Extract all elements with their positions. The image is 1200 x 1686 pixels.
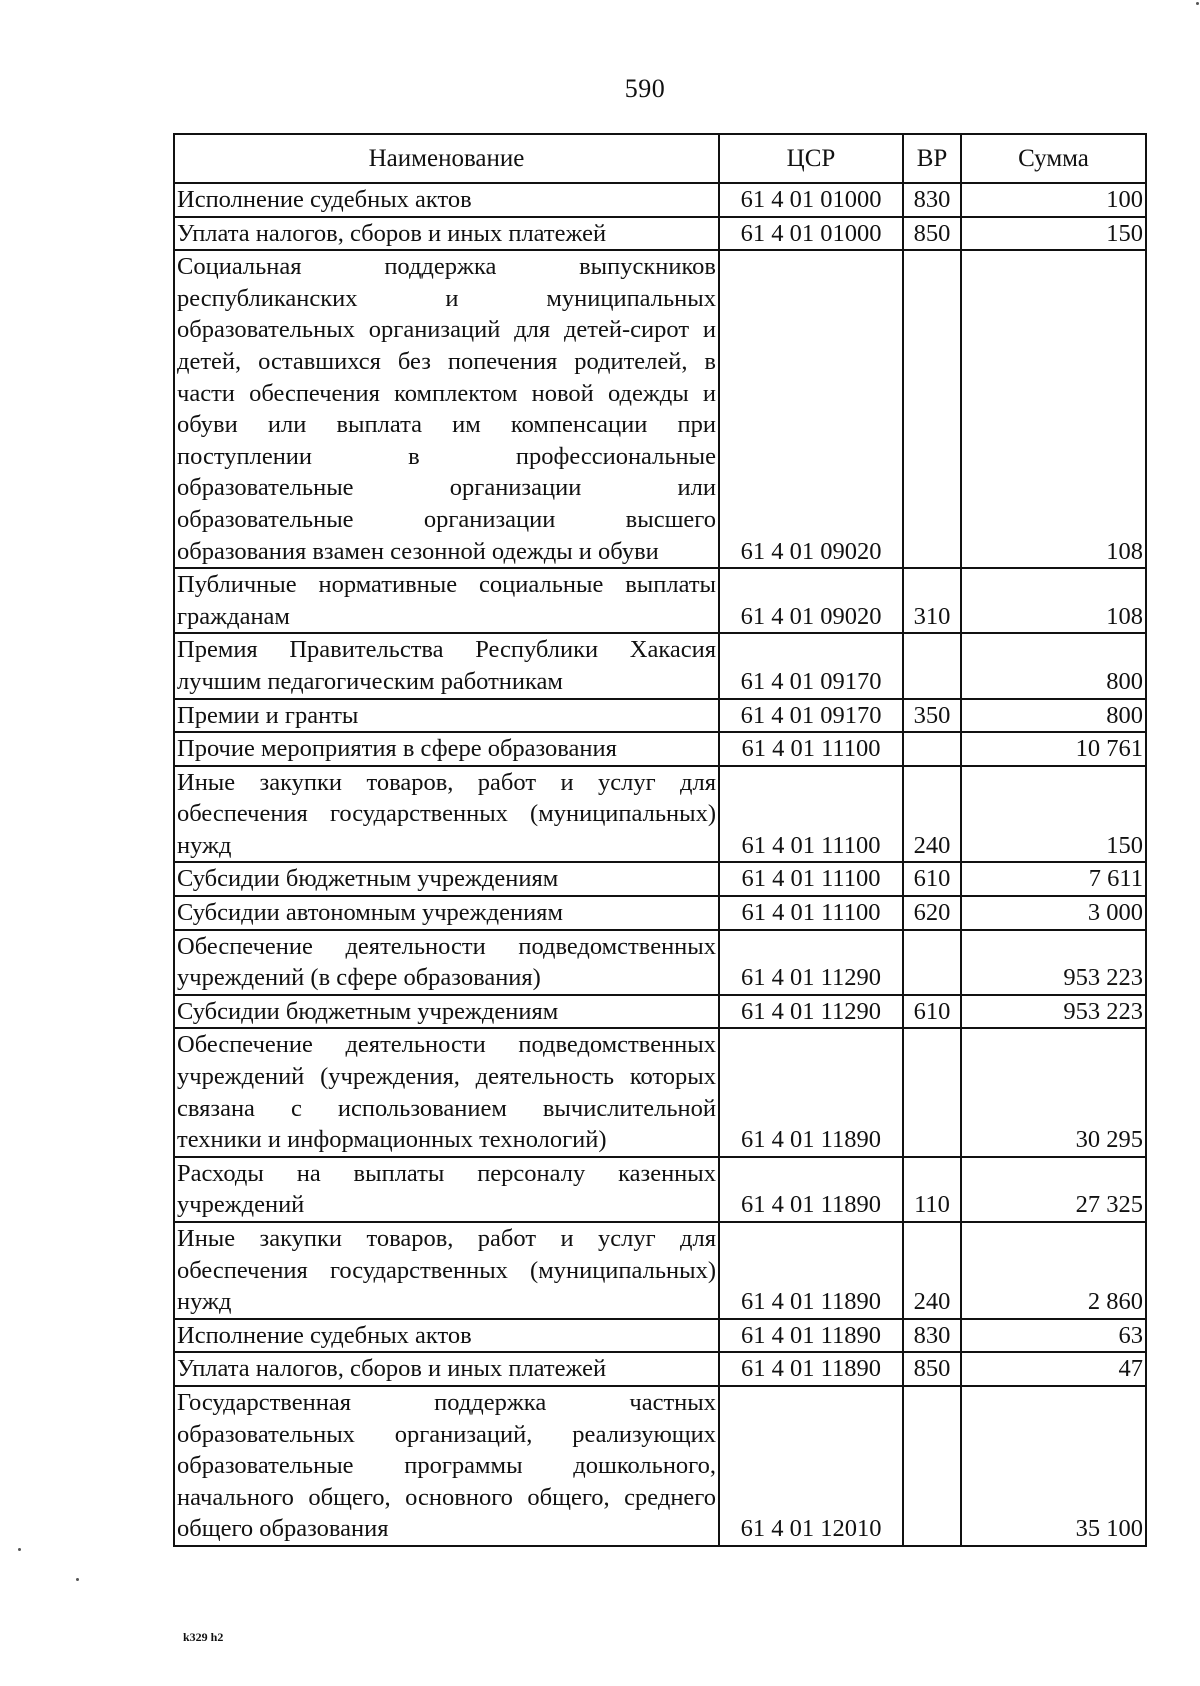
cell-vr: 830 [903, 1319, 961, 1353]
cell-vr: 610 [903, 862, 961, 896]
cell-sum: 30 295 [961, 1028, 1146, 1156]
table-row [174, 183, 1146, 217]
cell-sum: 953 223 [961, 930, 1146, 995]
cell-vr: 610 [903, 995, 961, 1029]
cell-sum: 953 223 [961, 995, 1146, 1029]
cell-sum: 63 [961, 1319, 1146, 1353]
cell-name: Субсидии автономным учреждениям [174, 896, 719, 930]
table-row [174, 699, 1146, 733]
cell-vr: 110 [903, 1157, 961, 1222]
table-row [174, 633, 1146, 698]
table-row [174, 217, 1146, 251]
table-row [174, 732, 1146, 766]
cell-name: Иные закупки товаров, работ и услуг для обеспечения государственных (муниципальных) нужд [174, 1222, 719, 1319]
cell-csr: 61 4 01 11890 [719, 1319, 903, 1353]
cell-vr: 350 [903, 699, 961, 733]
cell-sum: 2 860 [961, 1222, 1146, 1319]
cell-csr: 61 4 01 01000 [719, 183, 903, 217]
cell-name: Премии и гранты [174, 699, 719, 733]
cell-name: Обеспечение деятельности подведомственных учреждений (в сфере образования) [174, 930, 719, 995]
cell-sum: 27 325 [961, 1157, 1146, 1222]
cell-vr: 620 [903, 896, 961, 930]
cell-name: Прочие мероприятия в сфере образования [174, 732, 719, 766]
cell-name: Социальная поддержка выпускников республиканских и муниципальных образовательных организаций для детей-сирот и детей, оставшихся без попечения родителей, в части обеспечения комплектом новой одежды и обуви или выплата им компенсации при поступлении в профессиональные образовательные организации или образовательные организации высшего образования взамен сезонной одежды и обуви [174, 250, 719, 568]
cell-vr: 850 [903, 1352, 961, 1386]
cell-vr [903, 930, 961, 995]
cell-name: Субсидии бюджетным учреждениям [174, 995, 719, 1029]
table-row [174, 930, 1146, 995]
header-row [174, 134, 1146, 183]
cell-sum: 7 611 [961, 862, 1146, 896]
cell-name: Уплата налогов, сборов и иных платежей [174, 1352, 719, 1386]
table-row [174, 1222, 1146, 1319]
cell-sum: 100 [961, 183, 1146, 217]
cell-vr [903, 1028, 961, 1156]
scan-speck [76, 1578, 79, 1581]
table-row [174, 1386, 1146, 1546]
cell-csr: 61 4 01 11290 [719, 930, 903, 995]
cell-name: Иные закупки товаров, работ и услуг для обеспечения государственных (муниципальных) нужд [174, 766, 719, 863]
header-sum: Сумма [961, 134, 1146, 183]
table-row [174, 862, 1146, 896]
cell-sum: 108 [961, 568, 1146, 633]
cell-csr: 61 4 01 11890 [719, 1222, 903, 1319]
table-row [174, 766, 1146, 863]
cell-vr: 850 [903, 217, 961, 251]
cell-sum: 108 [961, 250, 1146, 568]
footer-code: k329 h2 [183, 1630, 224, 1644]
table-row [174, 568, 1146, 633]
scan-speck [18, 1548, 21, 1551]
cell-csr: 61 4 01 09170 [719, 633, 903, 698]
cell-csr: 61 4 01 01000 [719, 217, 903, 251]
cell-csr: 61 4 01 12010 [719, 1386, 903, 1546]
cell-name: Премия Правительства Республики Хакасия лучшим педагогическим работникам [174, 633, 719, 698]
cell-csr: 61 4 01 09020 [719, 568, 903, 633]
cell-name: Обеспечение деятельности подведомственных учреждений (учреждения, деятельность которых связана с использованием вычислительной техники и информационных технологий) [174, 1028, 719, 1156]
cell-csr: 61 4 01 11100 [719, 732, 903, 766]
header-csr: ЦСР [719, 134, 903, 183]
table-header [174, 134, 1146, 183]
cell-name: Государственная поддержка частных образовательных организаций, реализующих образовательные программы дошкольного, начального общего, основного общего, среднего общего образования [174, 1386, 719, 1546]
cell-csr: 61 4 01 11890 [719, 1352, 903, 1386]
cell-csr: 61 4 01 11890 [719, 1028, 903, 1156]
cell-vr [903, 250, 961, 568]
cell-name: Исполнение судебных актов [174, 183, 719, 217]
cell-sum: 800 [961, 633, 1146, 698]
cell-csr: 61 4 01 11290 [719, 995, 903, 1029]
cell-sum: 35 100 [961, 1386, 1146, 1546]
cell-vr [903, 633, 961, 698]
page-number: 590 [624, 74, 666, 103]
budget-table [173, 133, 1147, 1547]
cell-sum: 150 [961, 766, 1146, 863]
cell-csr: 61 4 01 11100 [719, 896, 903, 930]
cell-name: Публичные нормативные социальные выплаты гражданам [174, 568, 719, 633]
cell-vr: 830 [903, 183, 961, 217]
header-name: Наименование [174, 134, 719, 183]
cell-sum: 800 [961, 699, 1146, 733]
cell-sum: 150 [961, 217, 1146, 251]
scan-speck [1196, 2, 1199, 5]
cell-name: Исполнение судебных актов [174, 1319, 719, 1353]
table-row [174, 995, 1146, 1029]
cell-name: Расходы на выплаты персоналу казенных учреждений [174, 1157, 719, 1222]
cell-vr [903, 732, 961, 766]
cell-sum: 3 000 [961, 896, 1146, 930]
cell-csr: 61 4 01 11890 [719, 1157, 903, 1222]
cell-vr: 240 [903, 766, 961, 863]
cell-csr: 61 4 01 09020 [719, 250, 903, 568]
cell-vr: 310 [903, 568, 961, 633]
table-row [174, 1319, 1146, 1353]
table-row [174, 1157, 1146, 1222]
cell-name: Субсидии бюджетным учреждениям [174, 862, 719, 896]
cell-vr [903, 1386, 961, 1546]
cell-vr: 240 [903, 1222, 961, 1319]
table-row [174, 1028, 1146, 1156]
cell-sum: 10 761 [961, 732, 1146, 766]
cell-csr: 61 4 01 09170 [719, 699, 903, 733]
cell-name: Уплата налогов, сборов и иных платежей [174, 217, 719, 251]
header-vr: ВР [903, 134, 961, 183]
table-row [174, 250, 1146, 568]
cell-csr: 61 4 01 11100 [719, 766, 903, 863]
cell-csr: 61 4 01 11100 [719, 862, 903, 896]
cell-sum: 47 [961, 1352, 1146, 1386]
table-row [174, 1352, 1146, 1386]
table-row [174, 896, 1146, 930]
table-body [174, 183, 1146, 1546]
